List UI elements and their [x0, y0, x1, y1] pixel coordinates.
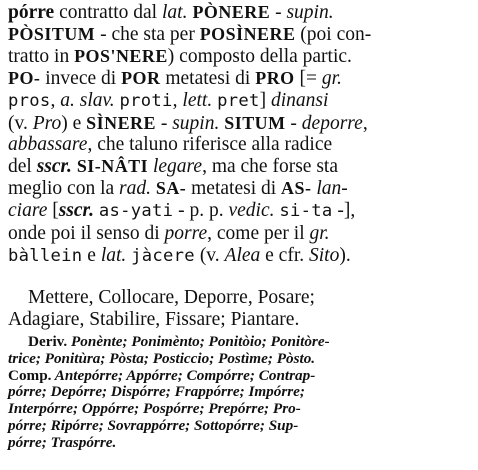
text: -: [285, 112, 302, 134]
cross-ref: Alea: [224, 244, 261, 266]
gloss: lan-: [316, 178, 348, 200]
compounds-line: [8, 368, 478, 385]
compounds-line: [8, 384, 478, 401]
cognate: as-yati: [98, 201, 174, 222]
deriv-label: Deriv.: [28, 333, 68, 350]
derivatives-paragraph: [8, 334, 478, 452]
text: e: [82, 244, 101, 266]
abbr-lett: lett.: [182, 89, 213, 111]
text: metatesi di: [160, 67, 256, 89]
text: ,: [362, 112, 368, 134]
text: invece di: [40, 67, 122, 89]
headword: pórre: [8, 2, 55, 23]
abbr-gr: gr.: [309, 223, 330, 245]
abbr-vedic: vedic.: [228, 200, 275, 222]
abbr-supin: supin.: [286, 2, 334, 23]
text-line: [8, 24, 474, 46]
synonyms-line: Mettere, Collocare, Deporre, Posare;: [28, 287, 315, 308]
abbr-gr: gr.: [321, 67, 342, 89]
gloss: abbassare: [8, 134, 88, 156]
text: , come per il: [207, 223, 310, 245]
text: ,: [172, 89, 183, 111]
cross-ref: Sito: [309, 244, 340, 266]
text: -: [155, 112, 173, 134]
synonyms-paragraph: [8, 287, 474, 331]
compounds-line: [8, 418, 478, 435]
compound-words: pórre; Depórre; Dispórre; Frappórre; Impórre;: [8, 383, 305, 401]
etymon: PO-: [8, 67, 41, 88]
cross-ref: Pro: [32, 112, 62, 134]
abbr-sscr: sscr.: [36, 156, 72, 178]
text: , che taluno riferisce alla radice: [87, 134, 333, 156]
etymon: POS'NERE: [74, 45, 168, 66]
gloss: ciare: [8, 200, 48, 222]
text: (v.: [8, 112, 33, 134]
cognate: bàllein: [8, 245, 83, 266]
synonyms-line: Adagiare, Stabilire, Fissare; Piantare.: [8, 309, 300, 330]
text-line: [8, 200, 474, 223]
gloss: deporre: [301, 112, 363, 134]
etymon: PÒSITUM: [8, 23, 96, 44]
derivatives-line: [8, 351, 478, 368]
text: meglio con la: [8, 178, 120, 200]
gloss: dinansi: [270, 89, 329, 111]
compound-words: pórre; Ripórre; Sovrappórre; Sottopórre; Sup-: [8, 416, 299, 434]
gloss: legare: [152, 156, 203, 178]
text-line: [8, 223, 474, 245]
etymon: AS-: [281, 178, 312, 199]
text: del: [8, 156, 37, 178]
abbr-lat: lat.: [161, 2, 188, 23]
text: [=: [294, 67, 322, 89]
text: ]: [259, 89, 271, 111]
cognate: proti: [119, 90, 173, 111]
compounds-line: [8, 401, 478, 418]
derivative-words: trice; Ponitùra; Pòsta; Posticcio; Postìme; Pòsto.: [8, 349, 316, 367]
text: ,: [50, 89, 61, 111]
derivative-words: Ponènte; Ponimènto; Ponitòio; Ponitòre-: [67, 333, 330, 350]
etymon: POR: [121, 67, 161, 88]
etymon: SA-: [155, 178, 187, 199]
etymon: PÒNERE: [187, 2, 271, 22]
abbr-lat: lat.: [100, 244, 127, 266]
comp-label: Comp.: [8, 366, 52, 384]
abbr-supin: supin.: [172, 112, 220, 134]
text-line: [8, 68, 474, 90]
text: e cfr.: [260, 244, 310, 266]
text: -],: [332, 200, 356, 222]
abbr-sscr: sscr.: [58, 200, 94, 222]
text: contratto dal: [54, 2, 162, 23]
abbr-rad: rad.: [119, 178, 151, 200]
text: onde poi il senso di: [8, 223, 165, 245]
derivatives-line: [8, 334, 478, 351]
compound-words: pórre; Traspórre.: [8, 433, 117, 451]
cognate: pret: [217, 90, 260, 111]
abbr-slav: a. slav.: [60, 89, 115, 111]
text: metatesi di: [186, 178, 282, 200]
text: ) composto della partic.: [167, 45, 352, 67]
text: ) e: [61, 112, 87, 134]
etymon: SI-NÂTI: [76, 156, 149, 177]
text-line: [8, 46, 474, 68]
text-line: [8, 2, 474, 24]
text: ).: [339, 244, 351, 266]
text: -: [270, 2, 287, 23]
text-line: [8, 178, 474, 200]
text: (poi con-: [295, 23, 372, 45]
cognate: si-ta: [279, 201, 333, 222]
text: , ma che forse sta: [202, 156, 338, 178]
etymon: SÌNERE: [86, 112, 156, 133]
text-line: [8, 134, 474, 156]
text: - che sta per: [95, 23, 200, 45]
text: [: [47, 200, 59, 222]
text-line: [8, 156, 474, 178]
text: - p. p.: [173, 200, 229, 222]
compound-words: Antepórre; Appórre; Compórre; Contrap-: [51, 366, 316, 384]
text-line: [8, 245, 474, 268]
etymon: POSÌNERE: [199, 23, 296, 44]
compound-words: Interpórre; Oppórre; Pospórre; Prepórre; Pro-: [8, 400, 301, 418]
text: tratto in: [8, 45, 75, 67]
text: (v.: [194, 244, 225, 266]
gloss: porre: [164, 223, 208, 245]
cognate: pros: [8, 90, 51, 111]
etymon: SITUM: [224, 112, 286, 133]
text-line: [8, 113, 474, 135]
text-line: [8, 90, 474, 113]
compounds-line: [8, 435, 478, 452]
etymon: PRO: [255, 67, 295, 88]
etymology-paragraph: [8, 2, 474, 268]
cognate: jàcere: [131, 245, 195, 266]
